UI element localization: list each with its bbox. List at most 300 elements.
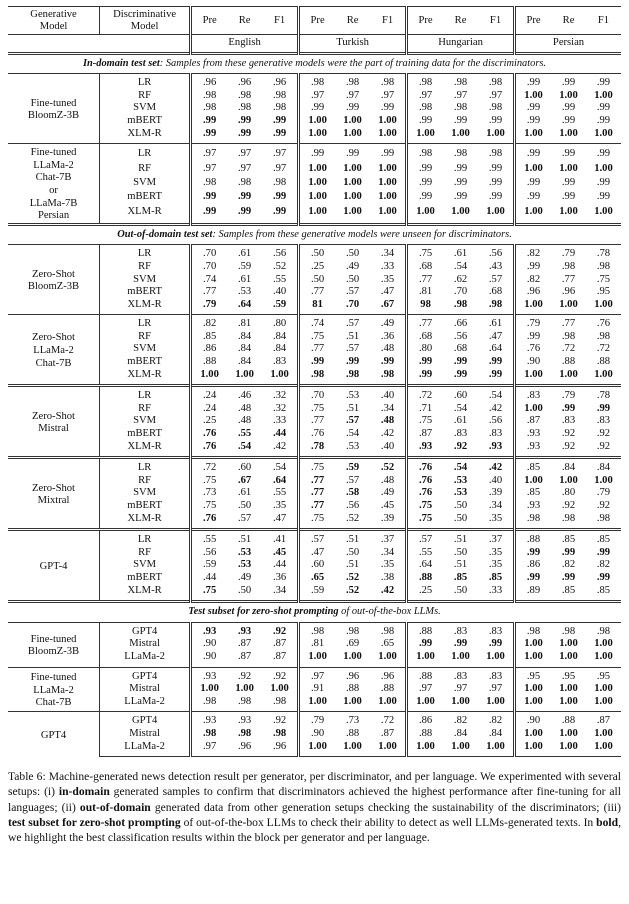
metric-cell bbox=[370, 458, 407, 475]
metric-cell bbox=[478, 667, 515, 683]
metric-value: .80 bbox=[561, 487, 576, 499]
metric-cell bbox=[227, 530, 262, 547]
metric-value: .98 bbox=[526, 625, 541, 637]
metric-cell bbox=[551, 144, 586, 162]
generator-label-line: Zero-Shot bbox=[32, 268, 76, 280]
metric-value: .50 bbox=[310, 273, 325, 285]
metric-cell bbox=[551, 128, 586, 144]
metric-value: .25 bbox=[418, 584, 433, 596]
header-discriminative-model bbox=[100, 7, 191, 35]
metric-value: 1.00 bbox=[524, 205, 543, 217]
metric-cell bbox=[335, 369, 370, 386]
metric-value: .51 bbox=[453, 534, 468, 546]
metric-value: 1.00 bbox=[235, 368, 254, 380]
metric-cell bbox=[191, 190, 228, 204]
generator-label bbox=[8, 622, 100, 667]
metric-value: .73 bbox=[345, 715, 360, 727]
metric-cell bbox=[191, 712, 228, 728]
table-row bbox=[8, 667, 621, 683]
metric-value: .97 bbox=[310, 89, 325, 101]
metric-value: .98 bbox=[380, 368, 395, 380]
metric-value: .72 bbox=[596, 343, 611, 355]
metric-cell bbox=[443, 299, 478, 315]
metric-cell bbox=[551, 274, 586, 287]
metric-cell bbox=[299, 274, 336, 287]
metric-value: .98 bbox=[418, 102, 433, 114]
header-re: Re bbox=[454, 14, 467, 26]
metric-cell bbox=[299, 74, 336, 90]
header-pre: Pre bbox=[407, 7, 444, 35]
metric-value: .40 bbox=[272, 286, 287, 298]
metric-cell bbox=[370, 286, 407, 299]
metric-cell bbox=[551, 356, 586, 369]
metric-cell bbox=[586, 90, 621, 103]
metric-cell bbox=[191, 428, 228, 441]
metric-value: .92 bbox=[237, 670, 252, 682]
metric-value: .82 bbox=[488, 715, 503, 727]
generator-label-line: or bbox=[49, 184, 58, 196]
metric-value: .60 bbox=[453, 390, 468, 402]
metric-value: .99 bbox=[561, 191, 576, 203]
metric-cell bbox=[370, 559, 407, 572]
metric-value: 1.00 bbox=[524, 298, 543, 310]
metric-cell bbox=[299, 428, 336, 441]
metric-cell bbox=[551, 331, 586, 344]
metric-value: .99 bbox=[488, 177, 503, 189]
metric-value: .52 bbox=[345, 512, 360, 524]
metric-cell bbox=[335, 286, 370, 299]
metric-cell bbox=[227, 741, 262, 757]
metric-value: .54 bbox=[453, 462, 468, 474]
metric-value: .72 bbox=[380, 715, 395, 727]
metric-value: .52 bbox=[345, 584, 360, 596]
metric-value: .98 bbox=[453, 298, 468, 310]
generator-label bbox=[8, 144, 100, 225]
metric-cell bbox=[191, 547, 228, 560]
metric-value: .79 bbox=[596, 487, 611, 499]
metric-cell bbox=[551, 741, 586, 757]
metric-value: .64 bbox=[488, 343, 503, 355]
metric-value: .79 bbox=[310, 715, 325, 727]
metric-value: .55 bbox=[203, 534, 217, 546]
metric-cell bbox=[478, 500, 515, 513]
metric-cell bbox=[551, 190, 586, 204]
table-row bbox=[8, 261, 621, 274]
metric-value: .95 bbox=[596, 670, 611, 682]
metric-value: 1.00 bbox=[308, 127, 327, 139]
table-row bbox=[8, 190, 621, 204]
metric-value: .70 bbox=[453, 286, 468, 298]
discriminator-label: SVM bbox=[133, 559, 157, 571]
metric-value: .70 bbox=[310, 390, 325, 402]
discriminator-label: RF bbox=[138, 162, 152, 174]
metric-cell bbox=[586, 245, 621, 261]
metric-cell bbox=[515, 356, 552, 369]
metric-value: .84 bbox=[488, 727, 503, 739]
metric-cell bbox=[551, 102, 586, 115]
metric-value: .99 bbox=[453, 162, 468, 174]
metric-cell bbox=[443, 728, 478, 741]
metric-value: 1.00 bbox=[343, 205, 362, 217]
metric-cell bbox=[407, 274, 444, 287]
metric-cell bbox=[191, 585, 228, 602]
metric-cell bbox=[335, 428, 370, 441]
metric-cell bbox=[551, 441, 586, 458]
metric-cell bbox=[299, 683, 336, 696]
metric-cell bbox=[478, 102, 515, 115]
metric-cell bbox=[478, 190, 515, 204]
metric-value: .48 bbox=[380, 474, 395, 486]
metric-value: 1.00 bbox=[559, 740, 578, 752]
metric-value: 1.00 bbox=[594, 474, 613, 486]
metric-value: 1.00 bbox=[486, 695, 505, 707]
metric-cell bbox=[407, 559, 444, 572]
table-row bbox=[8, 245, 621, 261]
metric-value: 1.00 bbox=[524, 638, 543, 650]
metric-value: .44 bbox=[272, 559, 287, 571]
metric-value: .88 bbox=[561, 356, 576, 368]
metric-cell bbox=[515, 728, 552, 741]
metric-value: .98 bbox=[203, 102, 217, 114]
metric-value: .99 bbox=[418, 638, 433, 650]
metric-cell bbox=[586, 475, 621, 488]
metric-cell bbox=[262, 441, 299, 458]
metric-cell bbox=[515, 369, 552, 386]
metric-cell bbox=[227, 487, 262, 500]
metric-cell bbox=[227, 286, 262, 299]
metric-cell bbox=[227, 441, 262, 458]
metric-value: .99 bbox=[453, 177, 468, 189]
metric-cell bbox=[515, 667, 552, 683]
metric-value: .98 bbox=[272, 177, 287, 189]
metric-cell bbox=[407, 403, 444, 416]
metric-cell bbox=[551, 90, 586, 103]
generator-label bbox=[8, 458, 100, 530]
metric-cell bbox=[262, 585, 299, 602]
metric-value: .53 bbox=[453, 474, 468, 486]
metric-cell bbox=[478, 90, 515, 103]
metric-cell bbox=[515, 115, 552, 128]
metric-value: .84 bbox=[596, 462, 611, 474]
metric-cell bbox=[335, 261, 370, 274]
metric-cell bbox=[191, 415, 228, 428]
caption-text: of out-of-the-box LLMs to check their ability to detect as well LLMs-generated texts. In bbox=[180, 815, 597, 829]
metric-value: .49 bbox=[380, 487, 395, 499]
metric-cell bbox=[335, 458, 370, 475]
metric-value: .98 bbox=[237, 89, 252, 101]
metric-value: .47 bbox=[488, 330, 503, 342]
table-row bbox=[8, 162, 621, 176]
metric-cell bbox=[407, 162, 444, 176]
metric-value: .59 bbox=[345, 462, 360, 474]
table-row bbox=[8, 74, 621, 90]
metric-value: .97 bbox=[237, 162, 252, 174]
metric-cell bbox=[299, 176, 336, 190]
section-header-row bbox=[8, 224, 621, 245]
metric-value: .75 bbox=[418, 500, 433, 511]
metric-value: .75 bbox=[310, 330, 325, 342]
metric-value: .98 bbox=[488, 77, 503, 89]
metric-value: .68 bbox=[418, 330, 433, 342]
metric-cell bbox=[370, 585, 407, 602]
metric-cell bbox=[370, 299, 407, 315]
metric-cell bbox=[299, 638, 336, 651]
metric-value: 1.00 bbox=[486, 205, 505, 217]
metric-cell bbox=[191, 572, 228, 585]
metric-cell bbox=[478, 559, 515, 572]
table-row bbox=[8, 115, 621, 128]
metric-value: .46 bbox=[237, 390, 252, 402]
metric-value: .62 bbox=[453, 273, 468, 285]
header-text: Model bbox=[130, 20, 159, 32]
metric-value: .81 bbox=[237, 318, 252, 330]
metric-cell bbox=[551, 696, 586, 712]
table-row bbox=[8, 176, 621, 190]
metric-cell bbox=[227, 559, 262, 572]
metric-value: .93 bbox=[526, 428, 541, 440]
metric-cell bbox=[335, 585, 370, 602]
metric-value: 1.00 bbox=[594, 683, 613, 695]
discriminator-label: Mistral bbox=[129, 727, 160, 739]
metric-value: .90 bbox=[526, 356, 541, 368]
metric-value: .82 bbox=[526, 273, 541, 285]
metric-cell bbox=[227, 428, 262, 441]
metric-value: .99 bbox=[453, 638, 468, 650]
metric-value: .55 bbox=[272, 273, 287, 285]
metric-value: .77 bbox=[561, 318, 576, 330]
metric-cell bbox=[551, 162, 586, 176]
metric-value: .32 bbox=[272, 402, 287, 414]
metric-cell bbox=[551, 299, 586, 315]
metric-value: .82 bbox=[203, 318, 217, 330]
metric-cell bbox=[191, 683, 228, 696]
metric-cell bbox=[335, 712, 370, 728]
metric-value: .85 bbox=[203, 330, 217, 342]
metric-cell bbox=[262, 559, 299, 572]
metric-cell bbox=[443, 712, 478, 728]
table-row bbox=[8, 696, 621, 712]
metric-value: .87 bbox=[418, 428, 433, 440]
metric-cell bbox=[191, 356, 228, 369]
metric-cell bbox=[586, 487, 621, 500]
metric-cell bbox=[262, 500, 299, 513]
metric-cell bbox=[262, 403, 299, 416]
metric-value: .99 bbox=[380, 102, 395, 114]
metric-value: .93 bbox=[237, 715, 252, 727]
metric-cell bbox=[443, 530, 478, 547]
metric-cell bbox=[586, 547, 621, 560]
metric-value: .74 bbox=[310, 318, 325, 330]
metric-value: .84 bbox=[272, 343, 287, 355]
metric-value: .99 bbox=[561, 177, 576, 189]
metric-value: .45 bbox=[272, 546, 287, 558]
metric-value: .99 bbox=[418, 177, 433, 189]
metric-value: .49 bbox=[345, 260, 360, 272]
metric-value: .98 bbox=[345, 77, 360, 89]
table-row bbox=[8, 369, 621, 386]
metric-value: .92 bbox=[272, 670, 287, 682]
metric-cell bbox=[370, 513, 407, 530]
metric-value: .88 bbox=[418, 670, 433, 682]
metric-cell bbox=[551, 487, 586, 500]
metric-value: 1.00 bbox=[343, 114, 362, 126]
metric-cell bbox=[586, 128, 621, 144]
metric-value: .93 bbox=[526, 440, 541, 452]
metric-cell bbox=[515, 572, 552, 585]
metric-cell bbox=[335, 572, 370, 585]
metric-cell bbox=[407, 530, 444, 547]
metric-value: .86 bbox=[203, 343, 217, 355]
metric-cell bbox=[335, 245, 370, 261]
metric-cell bbox=[443, 356, 478, 369]
metric-cell bbox=[515, 315, 552, 331]
metric-value: .77 bbox=[310, 286, 325, 298]
metric-value: .35 bbox=[488, 559, 503, 571]
metric-value: .84 bbox=[453, 727, 468, 739]
metric-cell bbox=[551, 261, 586, 274]
generator-label-line: Mistral bbox=[38, 423, 69, 435]
metric-value: .99 bbox=[561, 571, 576, 583]
metric-cell bbox=[299, 386, 336, 403]
section-title-rest: of out-of-the-box LLMs. bbox=[338, 606, 441, 618]
metric-value: .24 bbox=[203, 402, 217, 414]
discriminator-label: RF bbox=[138, 402, 152, 414]
metric-cell bbox=[191, 315, 228, 331]
metric-cell bbox=[299, 190, 336, 204]
metric-value: .76 bbox=[526, 343, 541, 355]
caption-text: , we highlight the best classification results within the block per generator and per language. bbox=[8, 815, 621, 845]
metric-value: .98 bbox=[526, 512, 541, 524]
metric-value: .49 bbox=[380, 318, 395, 330]
metric-cell bbox=[227, 403, 262, 416]
metric-cell bbox=[227, 386, 262, 403]
metric-cell bbox=[262, 547, 299, 560]
metric-cell bbox=[370, 547, 407, 560]
metric-cell bbox=[227, 128, 262, 144]
metric-value: .93 bbox=[488, 440, 503, 452]
metric-value: .67 bbox=[380, 298, 395, 310]
metric-cell bbox=[191, 500, 228, 513]
generator-label-line: LLaMa-2 bbox=[33, 159, 74, 171]
metric-value: .82 bbox=[561, 559, 576, 571]
metric-cell bbox=[478, 622, 515, 638]
discriminator-label: SVM bbox=[133, 415, 157, 427]
discriminator-label: mBERT bbox=[127, 114, 162, 126]
metric-value: .83 bbox=[453, 670, 468, 682]
metric-cell bbox=[262, 144, 299, 162]
metric-cell bbox=[407, 115, 444, 128]
metric-cell bbox=[191, 487, 228, 500]
metric-value: .99 bbox=[345, 148, 360, 160]
metric-value: .50 bbox=[237, 500, 252, 511]
metric-value: .99 bbox=[596, 177, 611, 189]
metric-value: 1.00 bbox=[343, 740, 362, 752]
discriminator-label: XLM-R bbox=[127, 584, 162, 596]
metric-cell bbox=[299, 144, 336, 162]
metric-value: .92 bbox=[453, 440, 468, 452]
metric-value: .84 bbox=[272, 330, 287, 342]
metric-cell bbox=[478, 261, 515, 274]
metric-cell bbox=[478, 403, 515, 416]
metric-value: .99 bbox=[526, 102, 541, 114]
metric-value: 1.00 bbox=[594, 727, 613, 739]
metric-cell bbox=[227, 638, 262, 651]
metric-value: .97 bbox=[488, 89, 503, 101]
metric-value: .99 bbox=[526, 148, 541, 160]
metric-value: .98 bbox=[596, 625, 611, 637]
metric-cell bbox=[515, 74, 552, 90]
metric-cell bbox=[370, 315, 407, 331]
metric-value: .98 bbox=[310, 625, 325, 637]
metric-value: .61 bbox=[488, 318, 503, 330]
metric-cell bbox=[370, 176, 407, 190]
metric-cell bbox=[443, 115, 478, 128]
metric-cell bbox=[551, 428, 586, 441]
metric-value: .87 bbox=[272, 638, 287, 650]
metric-cell bbox=[299, 728, 336, 741]
metric-cell bbox=[262, 331, 299, 344]
caption-text: Table 6: Machine-generated news detection result per generator, per discriminator, and per language. We experimented with several setups: (i) bbox=[8, 770, 621, 799]
section-title-bold: In-domain test set bbox=[82, 57, 160, 69]
metric-value: .73 bbox=[203, 487, 217, 499]
metric-cell bbox=[443, 696, 478, 712]
metric-cell bbox=[335, 190, 370, 204]
metric-cell bbox=[370, 343, 407, 356]
discriminator-label: GPT4 bbox=[100, 712, 191, 728]
metric-value: 1.00 bbox=[594, 368, 613, 380]
metric-value: .56 bbox=[488, 248, 503, 260]
metric-cell bbox=[335, 530, 370, 547]
metric-cell bbox=[443, 403, 478, 416]
metric-value: .77 bbox=[418, 273, 433, 285]
metric-cell bbox=[478, 115, 515, 128]
metric-value: 1.00 bbox=[343, 695, 362, 707]
metric-value: .98 bbox=[203, 177, 217, 189]
metric-value: 1.00 bbox=[378, 127, 397, 139]
metric-value: .98 bbox=[561, 330, 576, 342]
metric-value: .88 bbox=[526, 534, 541, 546]
metric-cell bbox=[191, 403, 228, 416]
metric-cell bbox=[515, 487, 552, 500]
metric-value: .34 bbox=[380, 546, 395, 558]
metric-cell bbox=[407, 487, 444, 500]
metric-cell bbox=[227, 651, 262, 667]
metric-value: .72 bbox=[418, 390, 433, 402]
discriminator-label: mBERT bbox=[127, 500, 162, 511]
metric-cell bbox=[478, 741, 515, 757]
metric-value: .92 bbox=[272, 715, 287, 727]
discriminator-label: mBERT bbox=[127, 428, 162, 440]
metric-value: .92 bbox=[596, 440, 611, 452]
metric-value: .47 bbox=[310, 546, 325, 558]
metric-value: .75 bbox=[418, 248, 433, 260]
metric-cell bbox=[478, 343, 515, 356]
metric-cell bbox=[407, 441, 444, 458]
metric-value: .83 bbox=[526, 390, 541, 402]
metric-cell bbox=[443, 458, 478, 475]
discriminator-label: LLaMa-2 bbox=[124, 695, 165, 707]
metric-value: .52 bbox=[272, 260, 287, 272]
metric-value: .98 bbox=[203, 695, 217, 707]
metric-value: .44 bbox=[203, 571, 217, 583]
metric-cell bbox=[586, 622, 621, 638]
metric-value: .99 bbox=[526, 191, 541, 203]
metric-value: .50 bbox=[345, 248, 360, 260]
metric-cell bbox=[227, 696, 262, 712]
metric-cell bbox=[191, 386, 228, 403]
metric-cell bbox=[515, 299, 552, 315]
metric-value: .75 bbox=[203, 474, 217, 486]
